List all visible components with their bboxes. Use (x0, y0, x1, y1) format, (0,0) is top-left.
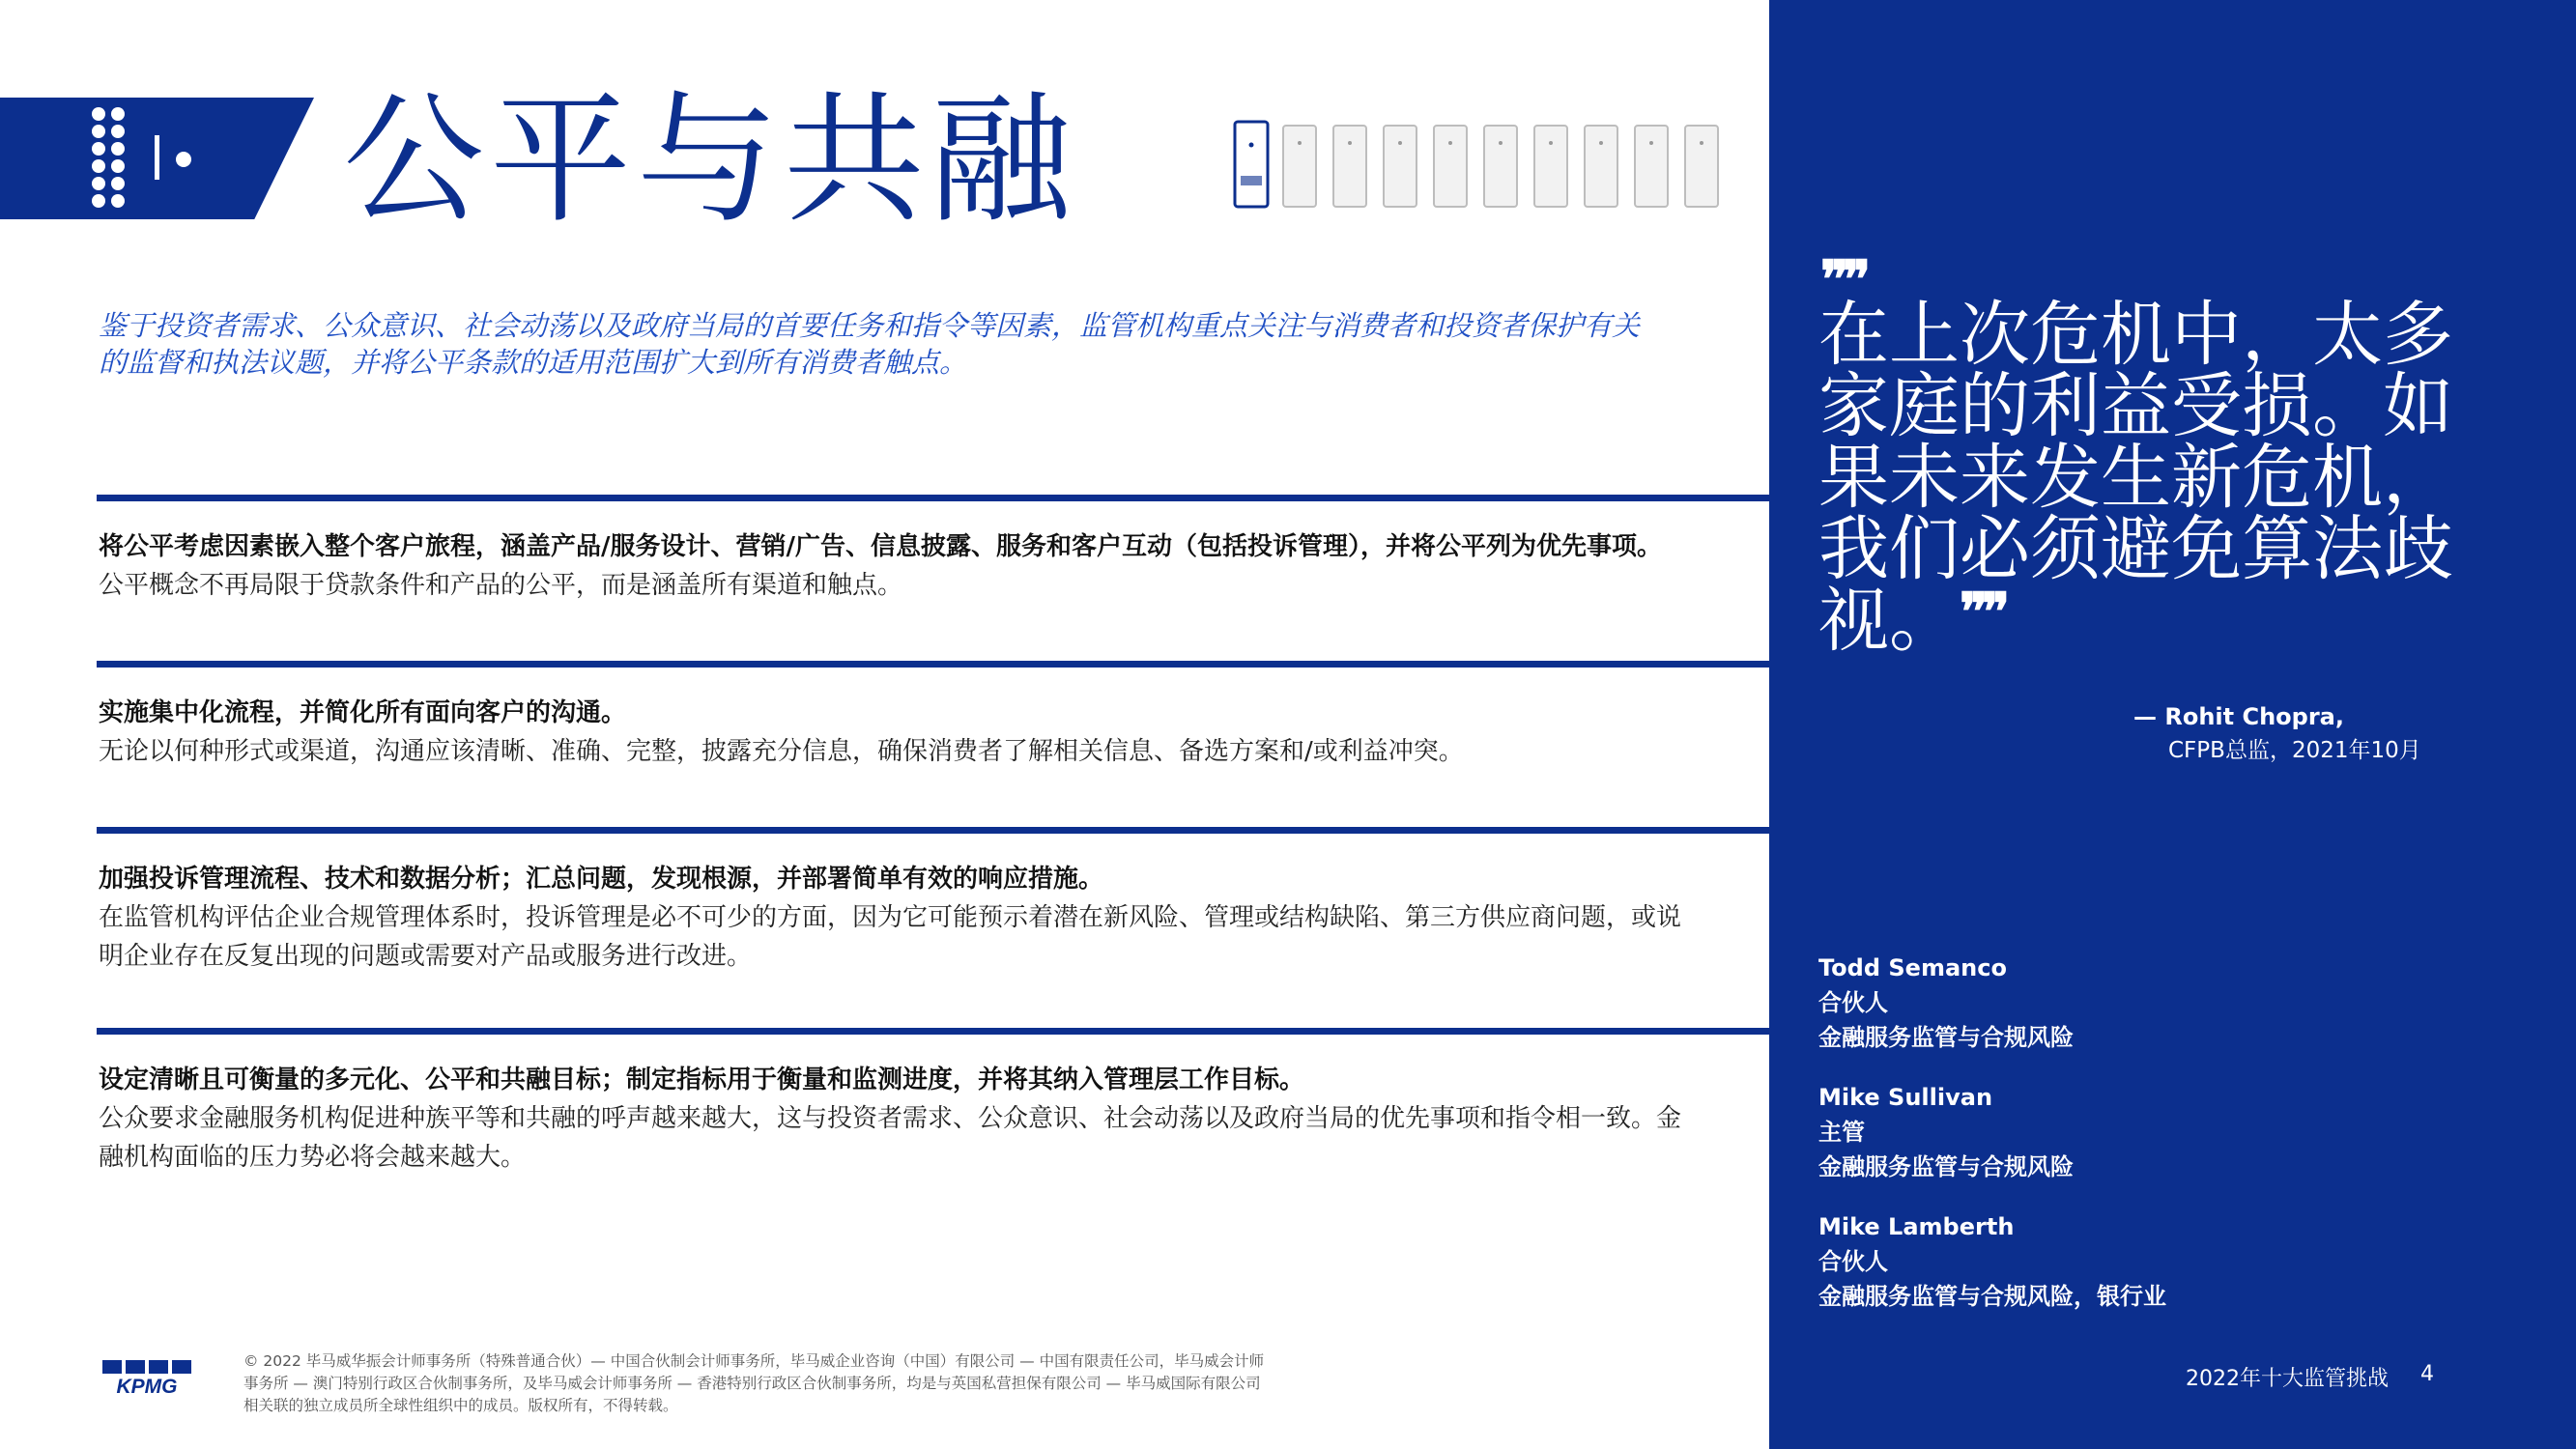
intro-paragraph: 鉴于投资者需求、公众意识、社会动荡以及政府当局的首要任务和指令等因素，监管机构重点关注与消费者和投资者保护有关的监督和执法议题，并将公平条款的适用范围扩大到所有消费者触点。 (99, 309, 1641, 379)
section-3 (99, 860, 1683, 976)
contact-dept: 金融服务监管与合规风险，银行业 (1818, 1283, 2166, 1310)
section-divider (97, 495, 1770, 501)
section-body: 在监管机构评估企业合规管理体系时，投诉管理是必不可少的方面，因为它可能预示着潜在新风险、管理或结构缺陷、第三方供应商问题，或说明企业存在反复出现的问题或需要对产品或服务进行改进。 (99, 903, 1682, 971)
section-divider (97, 1028, 1770, 1035)
section-divider (97, 661, 1770, 668)
contact-role: 合伙人 (1818, 1248, 1888, 1275)
contact-card (1818, 1209, 2166, 1314)
contact-name: Mike Sullivan (1818, 1084, 1993, 1111)
kpmg-logo (99, 1360, 195, 1395)
contact-role: 主管 (1818, 1119, 1865, 1146)
quote-body: 在上次危机中，太多家庭的利益受损。如果未来发生新危机，我们必须避免算法歧视。 (1818, 294, 2453, 662)
contact-dept: 金融服务监管与合规风险 (1818, 1024, 2074, 1051)
contact-role: 合伙人 (1818, 989, 1888, 1016)
page-number: 4 (2420, 1362, 2434, 1386)
quote-attribution-role: CFPB总监，2021年10月 (2168, 738, 2421, 763)
section-title: 将公平考虑因素嵌入整个客户旅程，涵盖产品/服务设计、营销/广告、信息披露、服务和客户互动（包括投诉管理），并将公平列为优先事项。 (99, 532, 1662, 561)
section-1 (99, 527, 1683, 605)
contact-card (1818, 951, 2074, 1055)
bar-mark (155, 135, 159, 180)
contact-card (1818, 1080, 2074, 1184)
section-title: 加强投诉管理流程、技术和数据分析；汇总问题，发现根源，并部署简单有效的响应措施。 (99, 865, 1104, 894)
page-title: 公平与共融 (343, 78, 1077, 242)
footer-report-title: 2022年十大监管挑战 (2186, 1367, 2389, 1391)
quote-text (1818, 294, 2514, 662)
section-body: 无论以何种形式或渠道，沟通应该清晰、准确、完整，披露充分信息，确保消费者了解相关信息、备选方案和/或利益冲突。 (99, 737, 1464, 766)
contact-name: Mike Lamberth (1818, 1213, 2015, 1240)
quote-attribution-name: — Rohit Chopra, (2133, 703, 2344, 730)
section-body: 公平概念不再局限于贷款条件和产品的公平，而是涵盖所有渠道和触点。 (99, 571, 903, 600)
section-title: 实施集中化流程，并简化所有面向客户的沟通。 (99, 698, 627, 727)
section-title: 设定清晰且可衡量的多元化、公平和共融目标；制定指标用于衡量和监测进度，并将其纳入管理层工作目标。 (99, 1065, 1305, 1094)
quote-close-icon: ❞❞ (1960, 581, 2005, 642)
footer-legal: © 2022 毕马威华振会计师事务所（特殊普通合伙）— 中国合伙制会计师事务所，毕马威企业咨询（中国）有限公司 — 中国有限责任公司，毕马威会计师事务所 — 澳门特别行政区合伙制事务所，及毕马威会计师事务所 — 香港特别行政区合伙制事务所，均是与英国私营担保有限公司 — 毕马威国际有限公司相关联的独立成员所全球性组织中的成员。版权所有，不得转载。 (243, 1352, 1265, 1414)
section-body: 公众要求金融服务机构促进种族平等和共融的呼声越来越大，这与投资者需求、公众意识、社会动荡以及政府当局的优先事项和指令相一致。金融机构面临的压力势必将会越来越大。 (99, 1104, 1682, 1172)
quote-open-icon: ❞❞ (1820, 248, 1866, 310)
dot-mark (176, 152, 191, 167)
dot-grid-icon (89, 104, 149, 213)
contact-dept: 金融服务监管与合规风险 (1818, 1153, 2074, 1180)
section-4 (99, 1061, 1683, 1177)
device-row-illustration (1229, 116, 1741, 213)
section-divider (97, 827, 1770, 834)
kpmg-logo-text: KPMG (116, 1376, 178, 1395)
section-2 (99, 694, 1683, 771)
contact-name: Todd Semanco (1818, 954, 2007, 981)
